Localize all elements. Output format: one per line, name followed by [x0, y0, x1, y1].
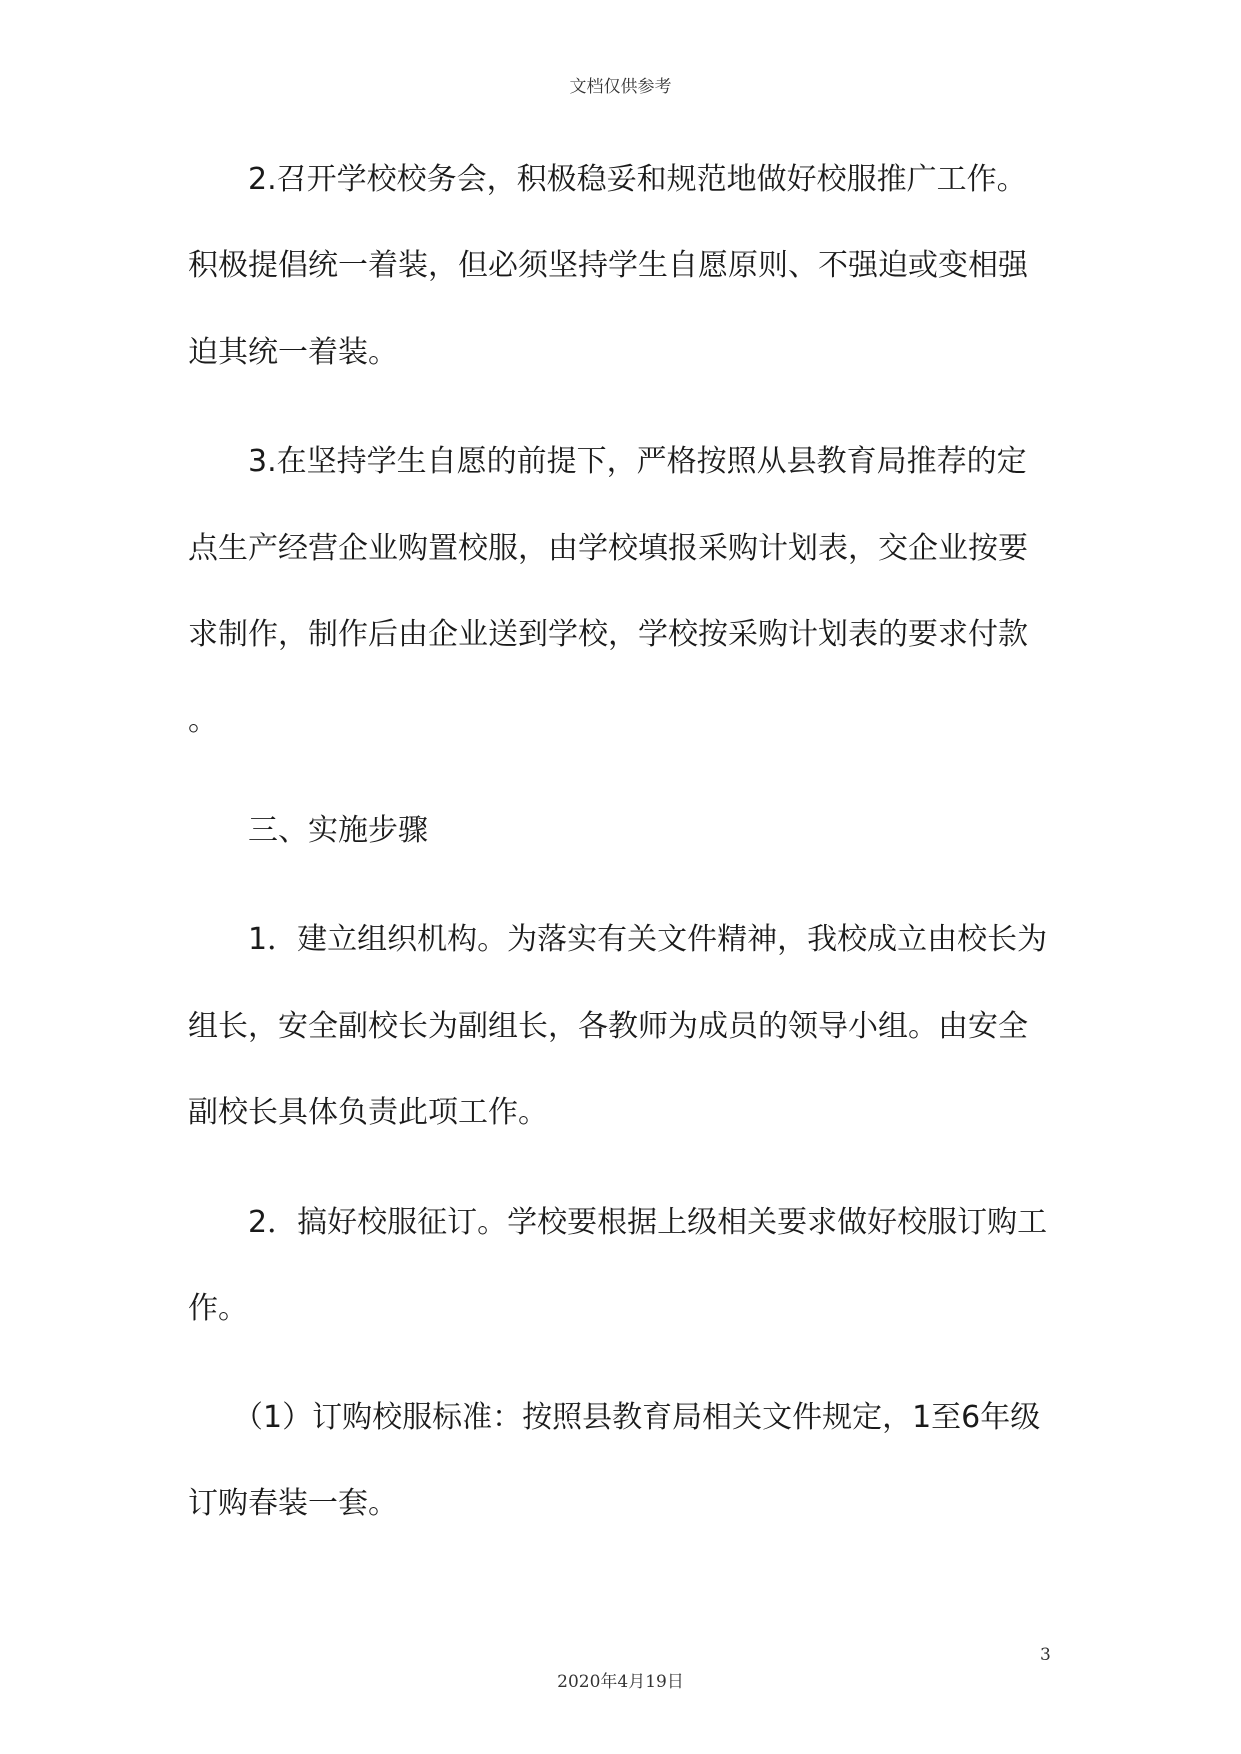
body-line: 积极提倡统一着装，但必须坚持学生自愿原则、不强迫或变相强 — [188, 248, 1028, 283]
body-line: 求制作，制作后由企业送到学校，学校按采购计划表的要求付款 — [188, 617, 1028, 652]
section-heading: 三、实施步骤 — [188, 813, 428, 848]
footer-date: 2020年4月19日 — [557, 1672, 684, 1692]
page-number: 3 — [1040, 1645, 1051, 1665]
body-line: 3.在坚持学生自愿的前提下，严格按照从县教育局推荐的定 — [188, 444, 1027, 479]
body-line: 副校长具体负责此项工作。 — [188, 1095, 548, 1130]
body-line: 订购春装一套。 — [188, 1486, 398, 1521]
body-line: 作。 — [188, 1291, 248, 1326]
body-line: 。 — [188, 703, 218, 738]
body-line: 点生产经营企业购置校服，由学校填报采购计划表，交企业按要 — [188, 531, 1028, 566]
body-line: 2.召开学校校务会，积极稳妥和规范地做好校服推广工作。 — [188, 162, 1027, 197]
body-line: 2．搞好校服征订。学校要根据上级相关要求做好校服订购工 — [188, 1205, 1048, 1240]
body-line: 迫其统一着装。 — [188, 335, 398, 370]
body-line: 1．建立组织机构。为落实有关文件精神，我校成立由校长为 — [188, 922, 1048, 957]
body-line: 组长，安全副校长为副组长，各教师为成员的领导小组。由安全 — [188, 1009, 1028, 1044]
page-header: 文档仅供参考 — [569, 77, 672, 97]
body-line: （1）订购校服标准：按照县教育局相关文件规定，1至6年级 — [188, 1400, 1041, 1435]
